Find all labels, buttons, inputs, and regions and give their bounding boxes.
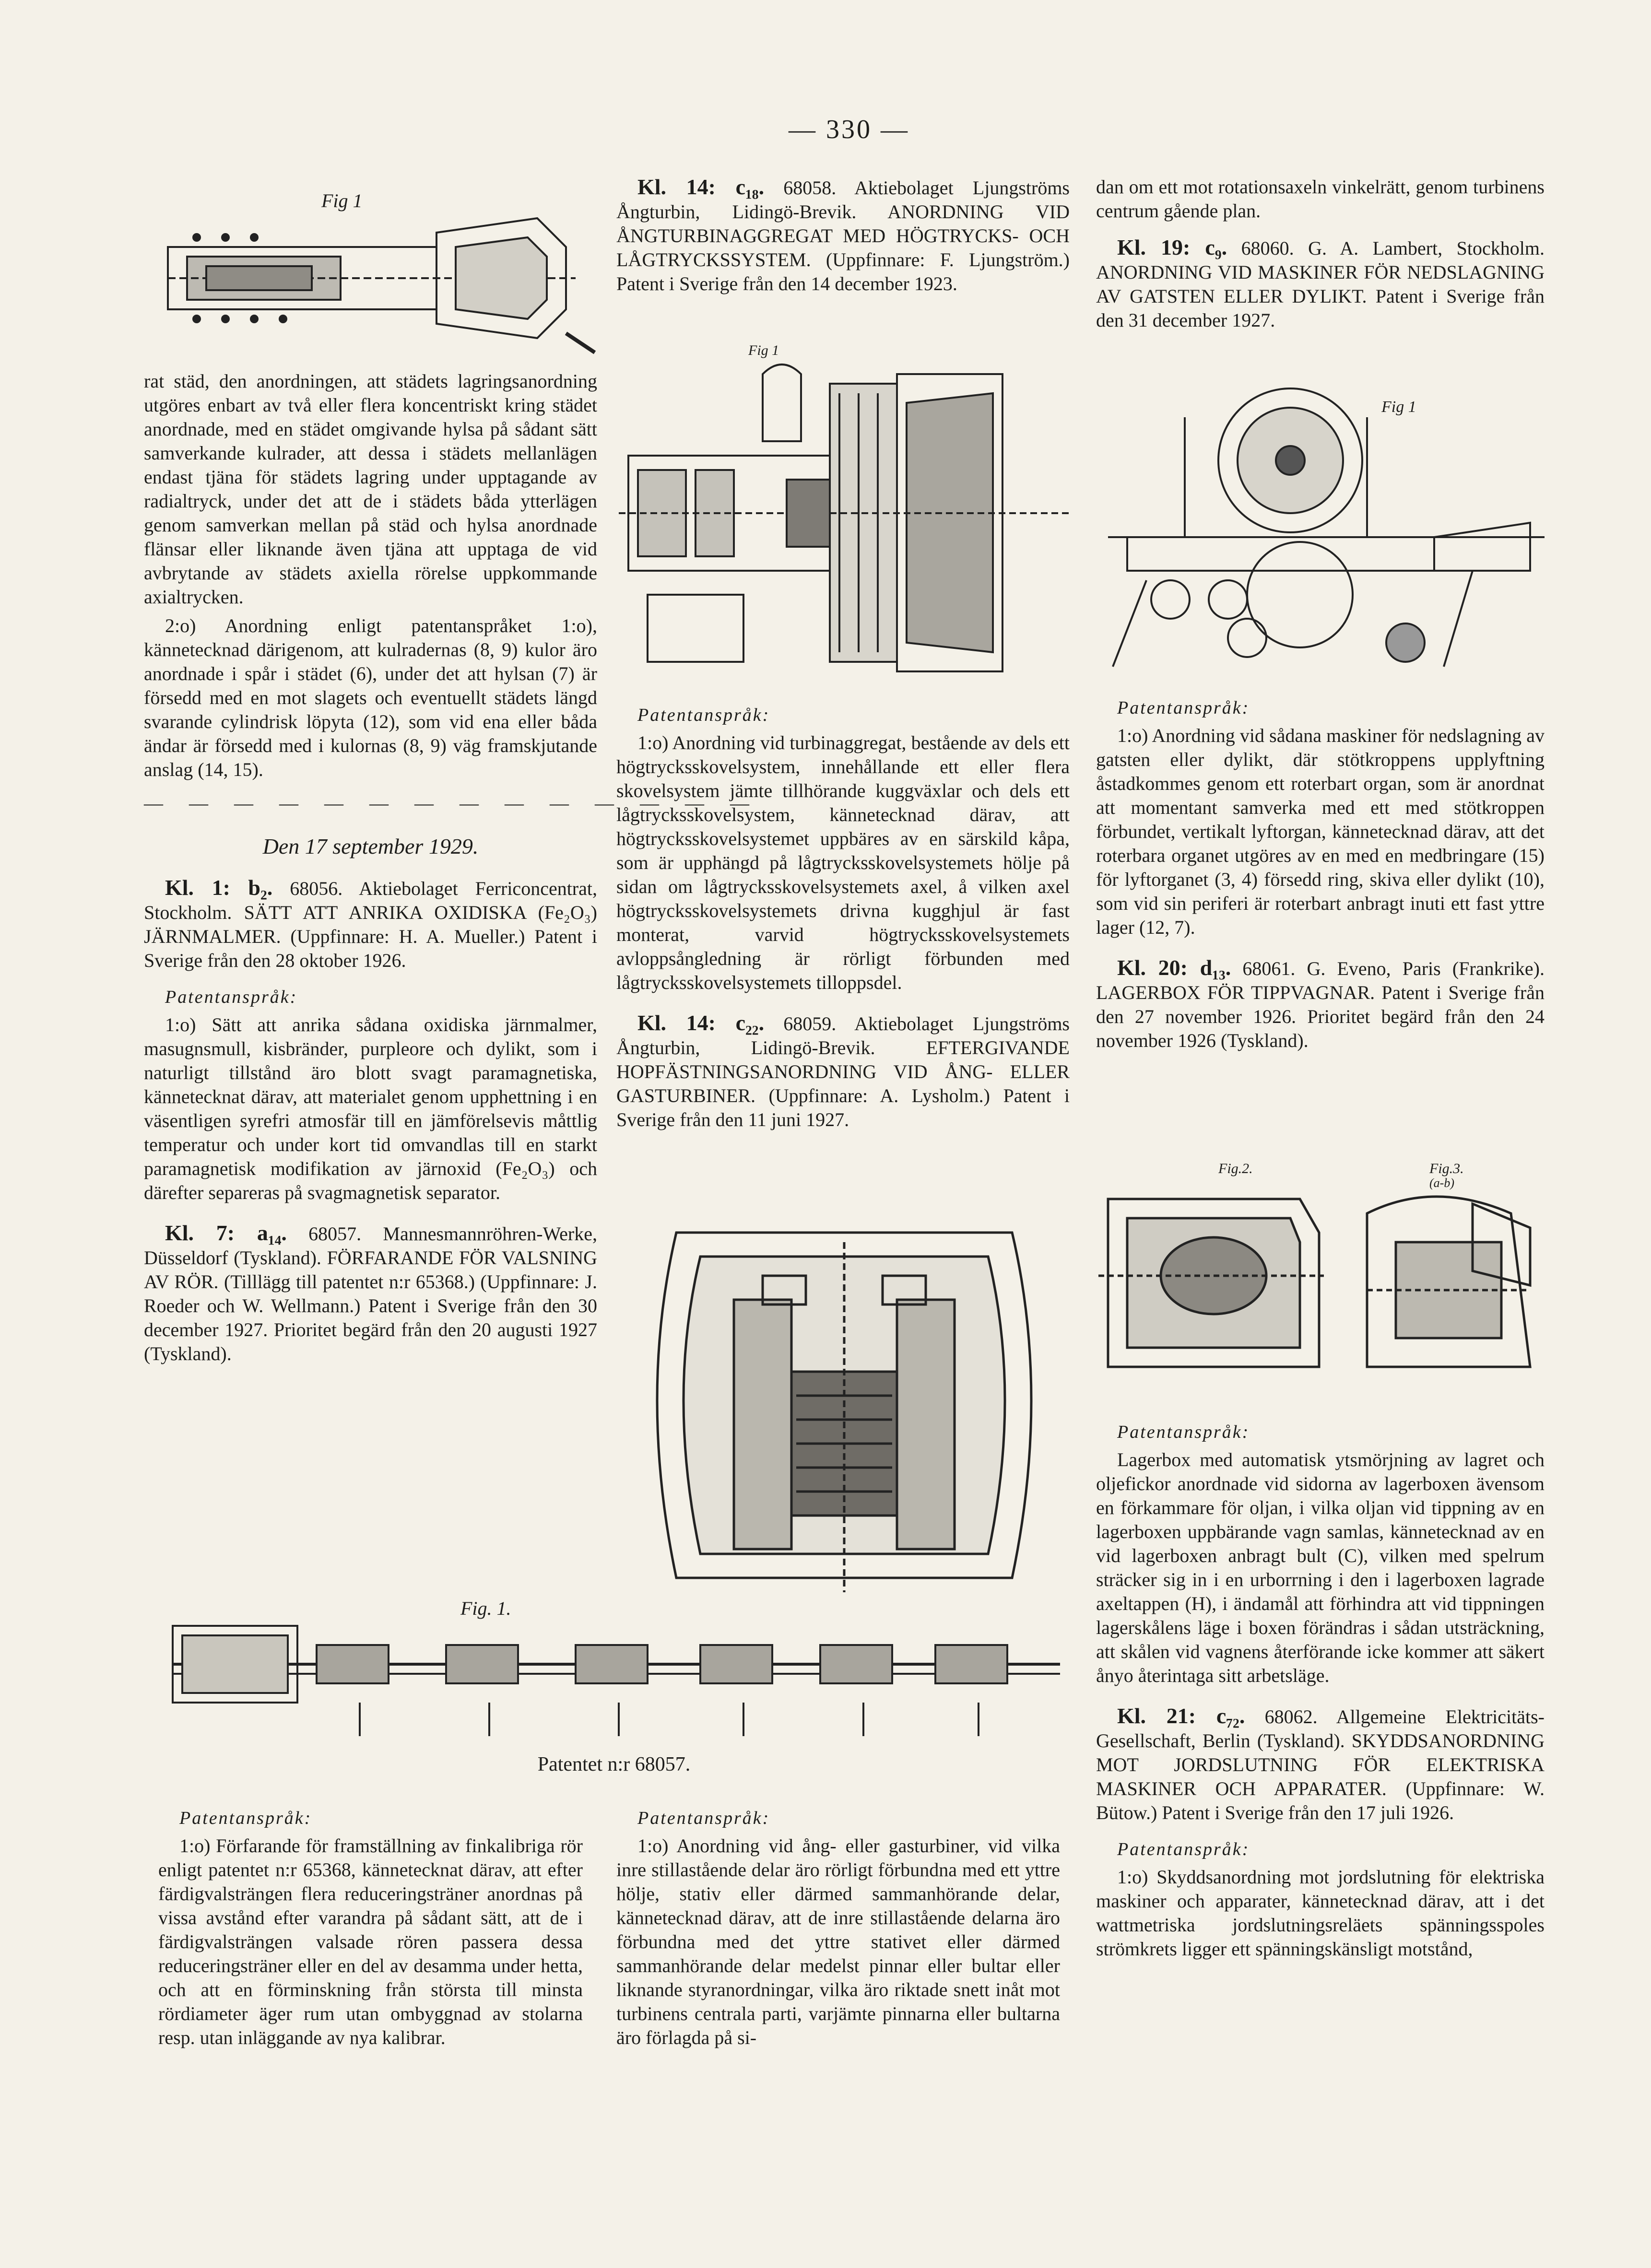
claims-heading: Patentanspråk:: [637, 1808, 770, 1828]
entry-68061: 68061. G. Eveno, Paris (Frankrike). LAGERBOX FÖR TIPPVAGNAR. Patent i Sverige från den 27 november 1926. Prioritet begärd från den 24 november 1926 (Tyskland).: [1096, 958, 1545, 1051]
figure-rolling-mill: [158, 1597, 1070, 1741]
bottom-left-claims: [158, 1794, 583, 2050]
entry-68058: 68058. Aktiebolaget Ljungströms Ångturbin, Lidingö-Brevik. ANORDNING VID ÅNGTURBINAGGREGAT MED HÖGTRYCKS- OCH LÅGTRYCKSSYSTEM. (Uppfinnare: F. Ljungström.) Patent i Sverige från den 14 december 1923.: [616, 177, 1070, 294]
claims-heading: Patentanspråk:: [165, 987, 298, 1007]
column-2: [616, 175, 1070, 296]
claims-heading: Patentanspråk:: [179, 1808, 312, 1828]
fig-label: Fig 1: [1381, 398, 1416, 416]
claim-2: 2:o) Anordning enligt patentanspråket 1:o), kännetecknad därigenom, att kulradernas (8, 9) kulor äro anordnade i spår i städet (6), under det att hylsan (7) är försedd med en mot slagets och eventuellt städets längd svarande cylindrisk löpyta (12), som vid ena eller båda ändar är försedd med i kulornas (8, 9) väg framskjutande anslag (14, 15).: [144, 615, 597, 780]
fig-label: Fig 1: [748, 342, 779, 358]
claim-68062: 1:o) Skyddsanordning mot jordslutning för elektriska maskiner och apparater, kännetecknad därav, att i det wattmetriska jordslutningsreläets spänningsspoles strömkrets ligger ett spänningskänsligt motstånd,: [1096, 1866, 1545, 1960]
entry-class-68057: Kl. 7: a₁₄.: [165, 1221, 287, 1245]
claim-68060: 1:o) Anordning vid sådana maskiner för nedslagning av gatsten eller dylikt, där stötkroppens upplyftning åstadkommes genom ett roterbart organ, som är anordnat att momentant samverka med ett med stötkroppen förbundet, vertikalt lyftorgan, kännetecknad därav, att det roterbara organet utgöres av en med en medbringare (15) för lyftorganet (3, 4) försedd ring, skiva eller dylikt (10), som vid sin periferi är roterbart anbragt inuti ett fast yttre lager (12, 7).: [1096, 725, 1545, 938]
claim-68057: 1:o) Förfarande för framställning av finkalibriga rör enligt patentet n:r 65368, kännetecknat därav, att efter färdigvalsträngen flera reduceringsträner anordnas på vissa avstånd efter varandra på sådant sätt, att de i färdigvalsträngen valsade rören passera dessa reduceringsträner eller en del av desamma under hetta, och att en förminskning från största till minsta rördiameter äger rum utan ombyggnad av stolarna resp. utan inläggande av nya kalibrar.: [158, 1835, 583, 2048]
fig-label: Fig.3.: [1429, 1161, 1464, 1176]
entry-68057: 68057. Mannesmannröhren-Werke, Düsseldorf (Tyskland). FÖRFARANDE FÖR VALSNING AV RÖR. (Tilllägg till patentet n:r 65368.) (Uppfinnare: J. Roeder och W. Wellmann.) Patent i Sverige från den 30 december 1927. Prioritet begärd från den 20 augusti 1927 (Tyskland).: [144, 1223, 597, 1364]
column-3-mid: [1096, 683, 1545, 1053]
entry-68059: 68059. Aktiebolaget Ljungströms Ångturbin, Lidingö-Brevik. EFTERGIVANDE HOPFÄSTNINGSANORDNING VID ÅNG- ELLER GASTURBINER. (Uppfinnare: A. Lysholm.) Patent i Sverige från den 11 juni 1927.: [616, 1013, 1070, 1130]
entry-68060: 68060. G. A. Lambert, Stockholm. ANORDNING VID MASKINER FÖR NEDSLAGNING AV GATSTEN ELLER DYLIKT. Patent i Sverige från den 31 december 1927.: [1096, 237, 1545, 331]
figure-paving-machine: [1098, 379, 1545, 667]
claim-68059: 1:o) Anordning vid ång- eller gasturbiner, vid vilka inre stillastående delar äro rörligt förbundna med ett yttre hölje, stativ eller därmed sammanhörande delar, kännetecknad därav, att de inre stillastående delarna äro förbundna med det yttre stativet eller därmed sammanhörande delar medelst pinnar eller bultar eller liknande styranordningar, vilka äro riktade snett inåt mot turbinens centrala parti, varjämte pinnarna eller bultarna äro förlagda på si-: [616, 1835, 1060, 2048]
figure-turbine-aggregate: [619, 342, 1070, 681]
column-3-lower: [1096, 1408, 1545, 1961]
figure-turbine-casing: [638, 1213, 1050, 1597]
entry-class-68061: Kl. 20: d₁₃.: [1117, 955, 1231, 980]
fig-label: (a-b): [1429, 1176, 1454, 1190]
figure-caption: Patentet n:r 68057.: [537, 1753, 691, 1775]
bottom-middle-claims: [616, 1794, 1060, 2050]
fig-label: Fig 1: [321, 190, 363, 212]
continued-text: dan om ett mot rotationsaxeln vinkelrätt, genom turbinens centrum gående plan.: [1096, 176, 1545, 222]
column-2-lower: [616, 691, 1070, 1132]
continued-claim-text: rat städ, den anordningen, att städets lagringsanordning utgöres enbart av två eller flera koncentriskt kring städet anordnade, med en städet omgivande hylsa på sådant sätt samverkande kulrader, att dessa i städets mellanlägen endast tjäna för städets lagring under upptagande av radialtryck, under det att de i städets båda ytterlägen genom samverkan mellan på städ och hylsa anordnade flänsar eller liknande även tjäna att upptaga de vid avbrytande av städets axiella rörelse uppkommande axialtrycken.: [144, 370, 597, 608]
fig-label: Fig. 1.: [460, 1598, 511, 1619]
claims-heading: Patentanspråk:: [637, 705, 770, 725]
entry-class-68056: Kl. 1: b₂.: [165, 875, 273, 900]
entry-class-68058: Kl. 14: c₁₈.: [637, 175, 765, 199]
entry-68062: 68062. Allgemeine Elektricitäts-Gesellschaft, Berlin (Tyskland). SKYDDSANORDNING MOT JORDSLUTNING FÖR ELEKTRISKA MASKINER OCH APPARATER. (Uppfinnare: W. Bütow.) Patent i Sverige från den 17 juli 1926.: [1096, 1706, 1545, 1823]
claims-heading: Patentanspråk:: [1117, 1422, 1250, 1442]
entry-class-68062: Kl. 21: c₇₂.: [1117, 1704, 1245, 1728]
figure-bearing-box: [1098, 1161, 1545, 1391]
claim-68061: Lagerbox med automatisk ytsmörjning av lagret och oljefickor anordnade vid sidorna av lagerboxen ävensom en förkammare för oljan, i vilka oljan vid tippning av en lagerboxen uppbärande vagn samlas, kännetecknad av en vid lagerboxen anbragt bult (C), vilken med spelrum sträcker sig in i en urborrning i den i lagerboxen lagrade axeltappen (H), i ändamål att förhindra att vid tippningen lagerskålens läge i boxen förändras i sådan utsträckning, att skålen vid vagnens återförande icke kommer att säkert ånyo återintaga sitt arbetsläge.: [1096, 1449, 1545, 1686]
claim-68056: 1:o) Sätt att anrika sådana oxidiska järnmalmer, masugnsmull, kisbränder, purpleore och dylikt, som i naturligt tillstånd äro blott svagt paramagnetiska, kännetecknat därav, att materialet genom upphettning i en väsentligen syrefri atmosfär till en jämförelsevis måttlig temperatur och under kort tid omvandlas till en starkt paramagnetisk modifikation av järnoxid (Fe₂O₃) och därefter separeras på svagmagnetisk separator.: [144, 1014, 597, 1203]
entry-68056: 68056. Aktiebolaget Ferriconcentrat, Stockholm. SÄTT ATT ANRIKA OXIDISKA (Fe₂O₃) JÄRNMALMER. (Uppfinnare: H. A. Mueller.) Patent i Sverige från den 28 oktober 1926.: [144, 878, 597, 971]
separator-dashes: — — — — — — — — — — — — — —: [144, 792, 760, 814]
page-number: — 330 —: [789, 115, 909, 144]
claims-heading: Patentanspråk:: [1117, 1839, 1250, 1859]
claims-heading: Patentanspråk:: [1117, 698, 1250, 718]
entry-class-68060: Kl. 19: c₉.: [1117, 235, 1227, 259]
section-date: Den 17 september 1929.: [262, 834, 479, 858]
fig-label: Fig.2.: [1218, 1161, 1253, 1176]
entry-class-68059: Kl. 14: c₂₂.: [637, 1011, 765, 1035]
figure-anvil-device: [144, 175, 600, 357]
column-3: [1096, 175, 1545, 332]
claim-68058: 1:o) Anordning vid turbinaggregat, bestående av dels ett högtrycksskovelsystem, innehållande ett eller flera skovelsystem jämte tillhörande kuggväxlar och dels ett lågtrycksskovelsystem, kännetecknad därav, att högtrycksskovelsystemet uppbäres av en särskild kåpa, som är upphängd på lågtrycksskovelsystemets hölje på sidan om lågtrycksskovelsystemets axel, å vilken axel högtrycksskovelsystemets drivna kugghjul är fast monterat, varvid högtrycksskovelsystemets avloppsångledning är rörligt förbunden med lågtrycksskovelsystemets tilloppsdel.: [616, 732, 1070, 993]
